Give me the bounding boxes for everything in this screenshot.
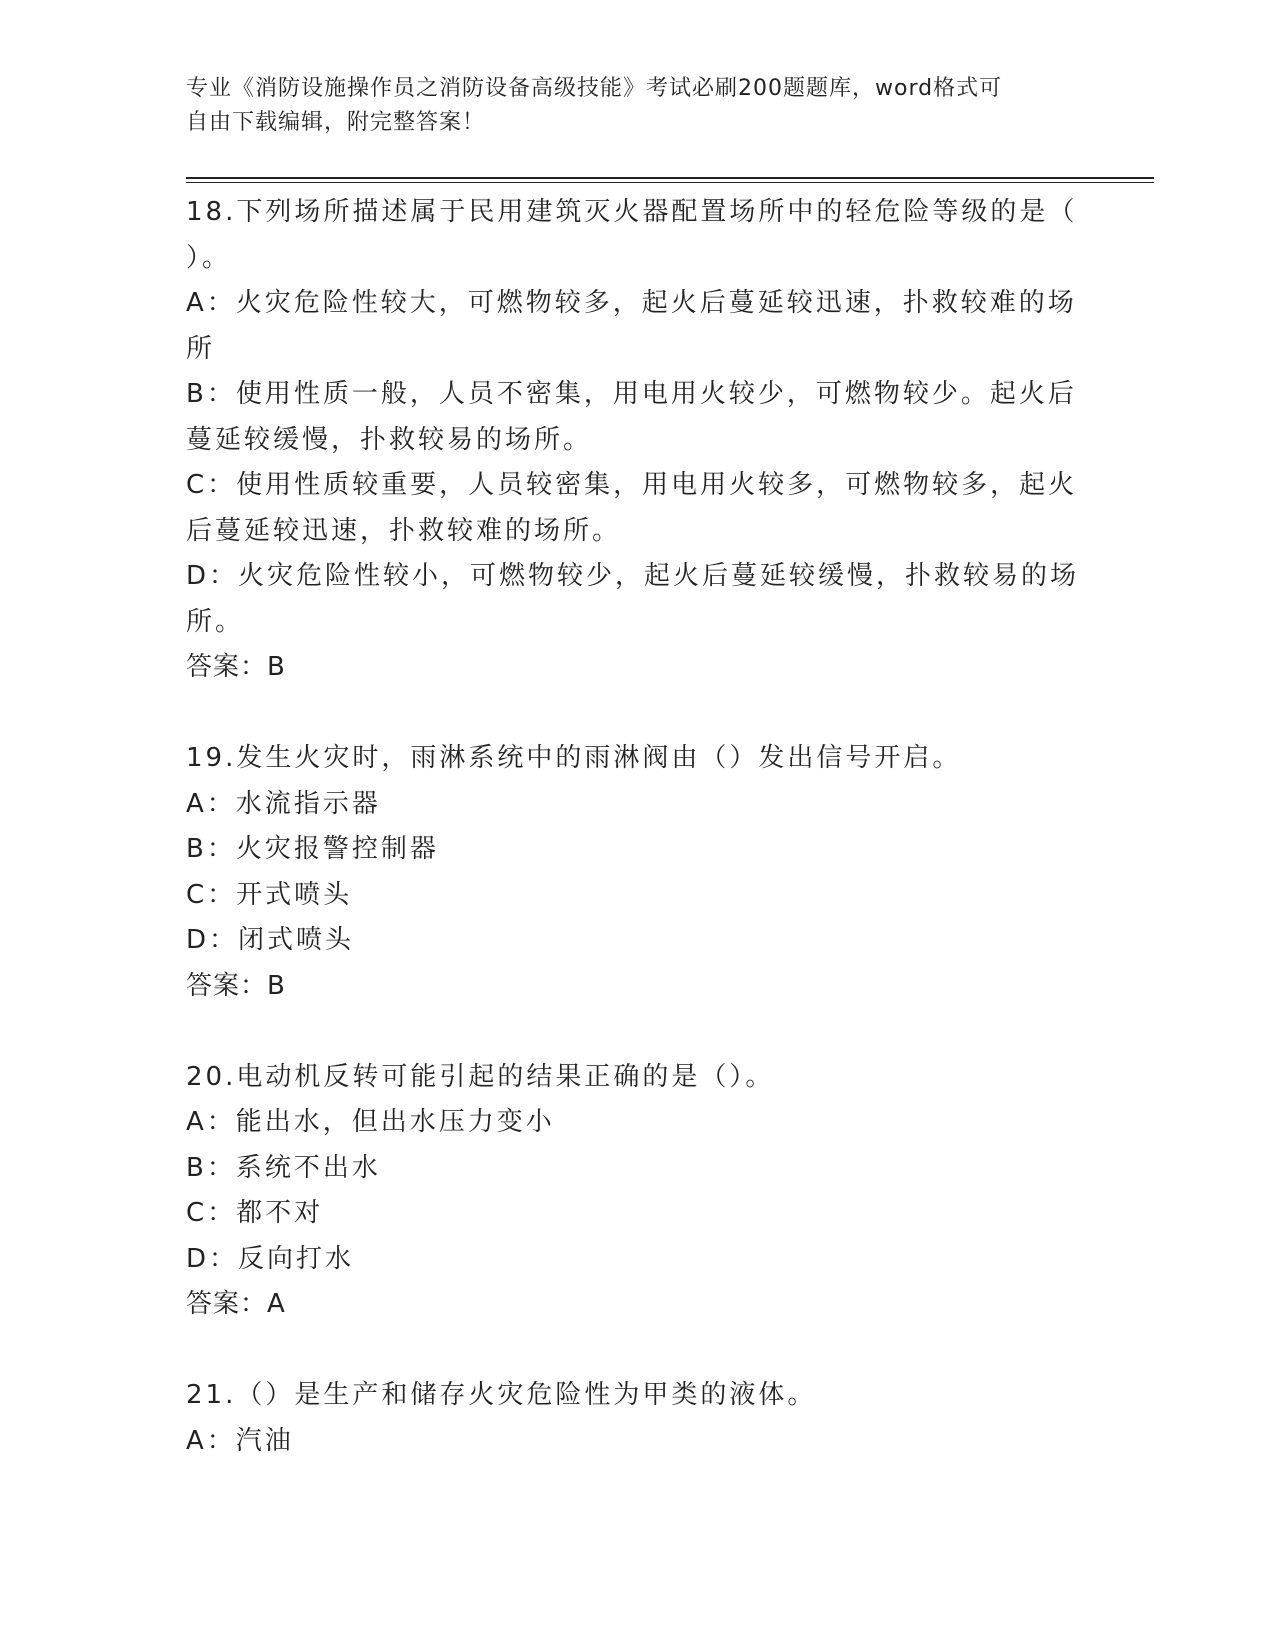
header-divider-thin — [186, 182, 1154, 183]
option-d-line: D：反向打水 — [186, 1243, 355, 1274]
header-line-2: 自由下载编辑，附完整答案！ — [186, 110, 486, 135]
question-18 — [186, 190, 1086, 691]
option-c-line: 后蔓延较迅速，扑救较难的场所。 — [186, 515, 622, 546]
option-a-line: 所 — [186, 333, 216, 364]
question-20 — [186, 1055, 1086, 1328]
question-19 — [186, 736, 1086, 1009]
document-header — [186, 72, 1066, 140]
option-c-line: C：都不对 — [186, 1198, 324, 1228]
option-d-line: D：闭式喷头 — [186, 925, 355, 955]
option-d-line: D：火灾危险性较小，可燃物较少，起火后蔓延较缓慢，扑救较易的场 — [186, 561, 1080, 591]
option-b-line: B：系统不出水 — [186, 1152, 381, 1183]
question-stem-line: 20.电动机反转可能引起的结果正确的是（）。 — [186, 1061, 775, 1092]
question-stem-line: 19.发生火灾时，雨淋系统中的雨淋阀由（）发出信号开启。 — [186, 743, 962, 773]
option-d-line: 所。 — [186, 606, 245, 637]
option-a-line: A：汽油 — [186, 1425, 294, 1456]
option-c-line: C：使用性质较重要，人员较密集，用电用火较多，可燃物较多，起火 — [186, 470, 1078, 500]
question-stem-line: 21.（）是生产和储存火灾危险性为甲类的液体。 — [186, 1380, 817, 1410]
header-line-1: 专业《消防设施操作员之消防设备高级技能》考试必刷200题题库，word格式可 — [186, 76, 1003, 101]
option-a-line: A：能出水，但出水压力变小 — [186, 1107, 555, 1137]
question-stem-line: ）。 — [186, 242, 232, 273]
answer-line: 答案：B — [186, 652, 286, 682]
option-c-line: C：开式喷头 — [186, 879, 353, 910]
option-a-line: A：水流指示器 — [186, 788, 381, 819]
option-a-line: A：火灾危险性较大，可燃物较多，起火后蔓延较迅速，扑救较难的场 — [186, 288, 1077, 318]
question-stem-line: 18.下列场所描述属于民用建筑灭火器配置场所中的轻危险等级的是（ — [186, 197, 1078, 227]
answer-line: 答案：B — [186, 970, 286, 1001]
option-b-line: B：火灾报警控制器 — [186, 834, 439, 864]
question-21 — [186, 1373, 1086, 1464]
header-divider-thick — [186, 177, 1154, 179]
answer-line: 答案：A — [186, 1289, 286, 1319]
option-b-line: 蔓延较缓慢，扑救较易的场所。 — [186, 424, 593, 455]
option-b-line: B：使用性质一般，人员不密集，用电用火较少，可燃物较少。起火后 — [186, 379, 1077, 409]
question-list — [186, 190, 1086, 1510]
